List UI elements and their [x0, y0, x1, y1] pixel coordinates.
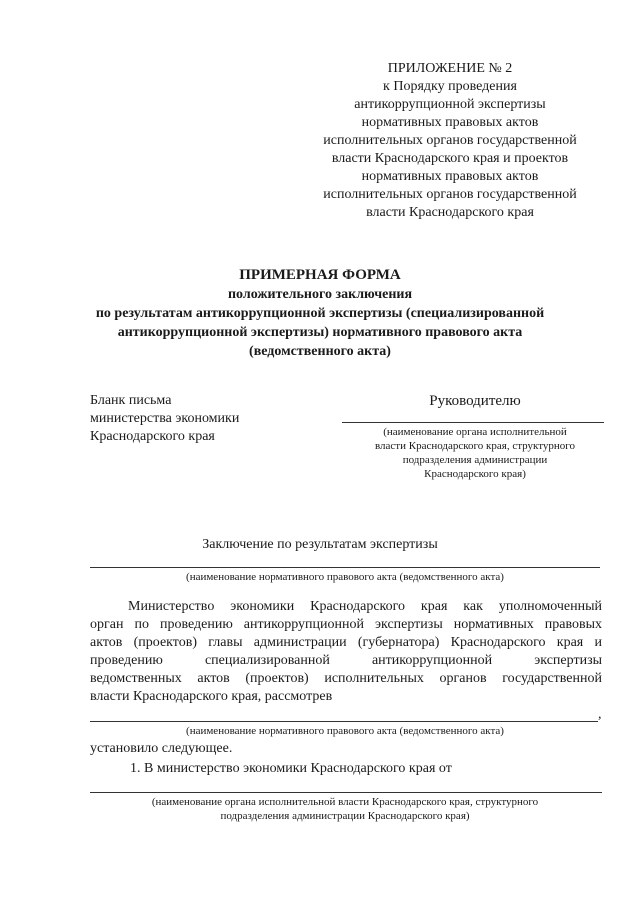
established-text: установило следующее. — [90, 741, 233, 756]
body-line: власти Краснодарского края, рассмотрев — [90, 689, 333, 704]
appendix-line: исполнительных органов государственной — [323, 187, 577, 202]
appendix-line: антикоррупционной экспертизы — [354, 97, 546, 112]
body-line: орган по проведению антикоррупционной экспертизы нормативных правовых — [90, 617, 602, 632]
organ-name-caption-line: подразделения администрации Краснодарского края) — [220, 810, 470, 822]
act-name-caption: (наименование нормативного правового акта (ведомственного акта) — [186, 725, 504, 737]
conclusion-caption: (наименование нормативного правового акта (ведомственного акта) — [186, 571, 504, 583]
body-line: проведению специализированной антикоррупционной экспертизы — [90, 653, 602, 668]
appendix-block — [300, 60, 600, 222]
body-line: актов (проектов) главы администрации (губернатора) Краснодарского края и — [90, 635, 602, 650]
form-title-main: ПРИМЕРНАЯ ФОРМА — [239, 267, 401, 283]
body-paragraph — [90, 598, 602, 706]
appendix-line: нормативных правовых актов — [361, 115, 539, 130]
addressee-block — [340, 392, 610, 481]
body-line: Министерство экономики Краснодарского края как уполномоченный — [128, 599, 602, 614]
form-title-line: (ведомственного акта) — [249, 344, 391, 359]
conclusion-blank-line — [90, 567, 600, 568]
appendix-line: исполнительных органов государственной — [323, 133, 577, 148]
appendix-heading: ПРИЛОЖЕНИЕ № 2 — [387, 61, 513, 76]
letterhead-block — [90, 392, 239, 446]
form-title-line: положительного заключения — [227, 287, 413, 302]
appendix-line: власти Краснодарского края и проектов — [331, 151, 569, 166]
addressee-caption-line: власти Краснодарского края, структурного — [374, 440, 575, 452]
addressee-caption-line: (наименование органа исполнительной — [383, 426, 567, 438]
organ-name-caption — [80, 795, 610, 823]
letterhead-line: министерства экономики — [90, 411, 240, 426]
addressee-label: Руководителю — [429, 393, 521, 409]
appendix-line: власти Краснодарского края — [366, 205, 534, 220]
form-title-line: антикоррупционной экспертизы) нормативного правового акта — [117, 325, 523, 340]
body-line: ведомственных актов (проектов) исполнительных органов государственной — [90, 671, 602, 686]
conclusion-heading: Заключение по результатам экспертизы — [202, 537, 438, 552]
form-title — [60, 266, 580, 361]
addressee-caption-line: Краснодарского края) — [424, 468, 526, 480]
point-1-text: 1. В министерство экономики Краснодарского края от — [130, 761, 452, 776]
form-title-line: по результатам антикоррупционной экспертизы (специализированной — [95, 306, 545, 321]
addressee-blank-line — [342, 422, 604, 423]
organ-name-blank-line — [90, 792, 602, 793]
addressee-caption-line: подразделения администрации — [402, 454, 548, 466]
appendix-line: к Порядку проведения — [383, 79, 517, 94]
letterhead-line: Бланк письма — [90, 393, 172, 408]
appendix-line: нормативных правовых актов — [361, 169, 539, 184]
act-name-blank-line — [90, 721, 598, 722]
addressee-caption — [340, 425, 610, 481]
organ-name-caption-line: (наименование органа исполнительной власти Краснодарского края, структурного — [151, 796, 539, 808]
letterhead-line: Краснодарского края — [90, 429, 215, 444]
blank-comma: , — [598, 707, 602, 722]
